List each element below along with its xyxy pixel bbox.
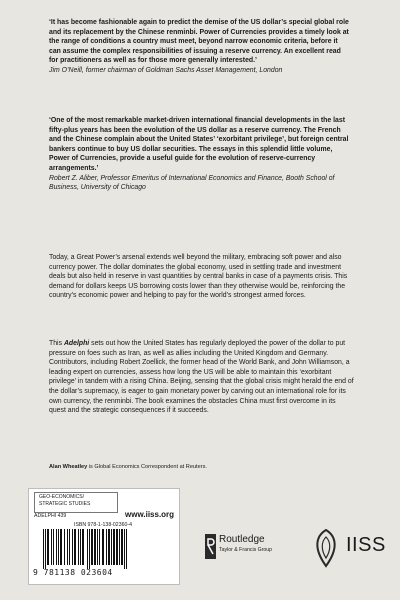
paragraph-rest: sets out how the United States has regularly deployed the power of the dollar to put pressure on foes such as Iran, as well as allies including the United Kingdom and Germany. Contributors, including Robert Zoellick, the former head of the World Bank, and John Williamson, a leading expert on currencies, assess how long the US will be able to maintain this ‘exorbitant privilege’ in tandem with a rising China. Beijing, sensing that the global crisis might herald the end of the dollar’s supremacy, is eager to gain monetary power by carving out an international role for its own currency, the renminbi. The book examines the obstacles China must first overcome in its quest and the strategic consequences if it succeeds. [49,340,354,415]
publisher-logo [205,532,300,562]
quote-attribution: Jim O’Neill, former chairman of Goldman Sachs Asset Management, London [49,66,283,74]
author-name: Alan Wheatley [49,464,88,470]
author-note [49,464,207,470]
institute-name: IISS [346,534,386,556]
subject-category [34,492,118,513]
iiss-seal-icon [310,528,342,568]
iiss-logo [310,526,386,570]
description-paragraph-2 [49,339,354,416]
quote-text: ‘It has become fashionable again to predict the demise of the US dollar’s special global role and its replacement by the Chinese renminbi. Power of Currencies provides a timely look at the range of conditions a country must meet, beyond narrow economic criteria, before it can assume the complex responsibilities of issuing a reserve currency. An excellent read for practitioners as well as for those more generally interested.’ [49,19,349,65]
paragraph-lead: This [49,340,64,347]
subject-line-2: STRATEGIC STUDIES [39,501,91,507]
series-name: Adelphi [63,340,90,347]
paragraph-text: Today, a Great Power’s arsenal extends well beyond the military, embracing soft power and also currency power. The dollar dominates the global economy, used in settling trade and investment deals but also held in reserve in vast quantities by central banks in case of a payments crisis. This demand for dollars keeps US borrowing costs lower than they otherwise would be, reinforcing the country’s economic power and helping to pay for the world’s strongest armed forces. [49,254,348,300]
publisher-tagline: Taylor & Francis Group [219,547,273,553]
routledge-mark-icon [205,534,216,559]
author-role: is Global Economics Correspondent at Reuters. [87,464,207,470]
barcode-graphic [41,529,167,569]
quote-text: ‘One of the most remarkable market-driven international financial developments in the last fifty-plus years has been the evolution of the US dollar as a reserve currency. The French and the Chinese complain about the United States’ ‘exorbitant privilege’, but foreign central bankers continue to buy US dollar securities. The essays in this splendid little volume, Power of Currencies, provide a useful guide for the evolution of reserve-currency arrangements.’ [49,117,349,172]
endorsement-quote-2 [49,116,349,193]
isbn-number: ISBN 978-1-138-02360-4 [74,522,132,528]
series-number: ADELPHI 439 [34,513,67,519]
barcode-box [28,488,180,585]
publisher-name: Routledge [219,534,265,545]
quote-attribution: Robert Z. Aliber, Professor Emeritus of International Economics and Finance, Booth School of Business, University of Chicago [49,174,335,192]
subject-line-1: GEO-ECONOMICS/ [39,494,85,500]
description-paragraph-1 [49,253,354,301]
paragraph-text [49,339,354,416]
endorsement-quote-1 [49,18,349,76]
website: www.iiss.org [125,510,175,519]
barcode-digits: 9 781138 023604 [33,568,113,577]
